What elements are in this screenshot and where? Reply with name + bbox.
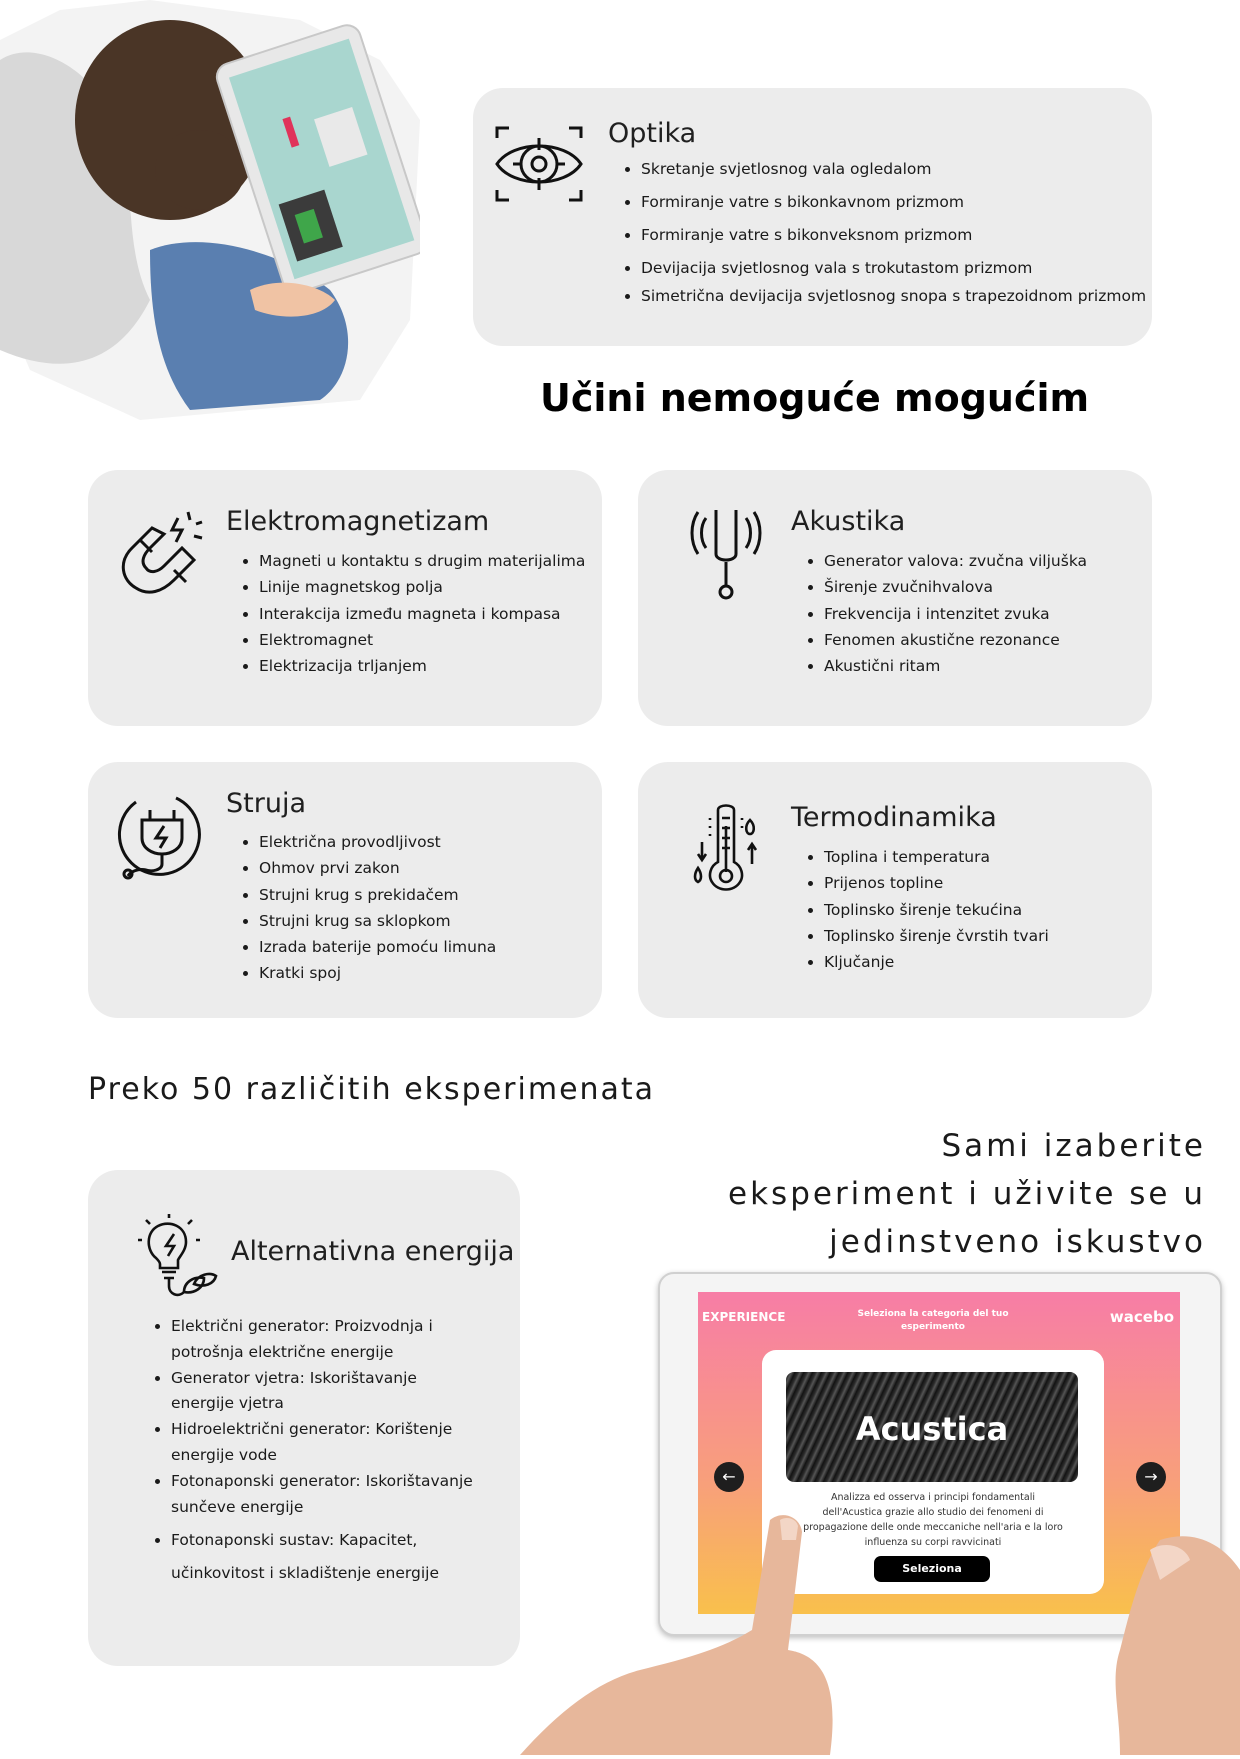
alternativna-energija-title: Alternativna energija — [231, 1236, 515, 1267]
hands-photo — [520, 1480, 1240, 1755]
alternativna-energija-card — [88, 1170, 520, 1666]
termodinamika-card — [638, 762, 1152, 1018]
list-item: • Izrada baterije pomoću limuna — [259, 934, 496, 960]
choose-line-3: jedinstveno iskustvo — [829, 1224, 1206, 1260]
struja-list — [225, 829, 496, 987]
optika-list — [607, 153, 1146, 307]
list-item: • Toplinsko širenje tekućina — [824, 897, 1049, 923]
power-plug-icon — [116, 788, 208, 880]
list-item: • Toplina i temperatura — [824, 844, 1049, 870]
select-button[interactable]: Seleziona — [874, 1556, 990, 1582]
list-item: • Hidroelektrični generator: Korištenje energije vode — [171, 1417, 481, 1469]
prev-arrow-icon[interactable]: ← — [714, 1462, 744, 1492]
list-item: • Elektrizacija trljanjem — [259, 653, 585, 679]
eye-target-icon — [493, 124, 585, 204]
list-item: • Akustični ritam — [824, 653, 1087, 679]
brand-logo: wacebo — [1109, 1308, 1174, 1326]
alternativna-energija-list — [137, 1314, 481, 1590]
category-title: Acustica — [855, 1410, 1009, 1448]
list-item: • Strujni krug s prekidačem — [259, 882, 496, 908]
list-item: • Toplinsko širenje čvrstih tvari — [824, 923, 1049, 949]
termodinamika-title: Termodinamika — [791, 802, 997, 833]
list-item: • Strujni krug sa sklopkom — [259, 908, 496, 934]
elektromagnetizam-title: Elektromagnetizam — [226, 506, 490, 537]
choose-line-1: Sami izaberite — [941, 1128, 1206, 1164]
list-item: • Ključanje — [824, 949, 1049, 975]
struja-card — [88, 762, 602, 1018]
list-item: • Devijacija svjetlosnog vala s trokutastom prizmom — [641, 252, 1146, 285]
list-item: • Linije magnetskog polja — [259, 574, 585, 600]
eco-bulb-icon — [132, 1212, 218, 1302]
list-item: • Prijenos topline — [824, 870, 1049, 896]
list-item: • Elektromagnet — [259, 627, 585, 653]
category-image — [786, 1372, 1078, 1482]
list-item: • Frekvencija i intenzitet zvuka — [824, 601, 1087, 627]
next-arrow-icon[interactable]: → — [1136, 1462, 1166, 1492]
akustika-title: Akustika — [791, 506, 906, 537]
struja-title: Struja — [226, 788, 306, 819]
akustika-card — [638, 470, 1152, 726]
list-item: • Fotonaponski sustav: Kapacitet, učinkovitost i skladištenje energije — [171, 1524, 481, 1590]
list-item: • Formiranje vatre s bikonveksnom prizmom — [641, 219, 1146, 252]
list-item: • Fenomen akustične rezonance — [824, 627, 1087, 653]
experiments-count-heading: Preko 50 različitih eksperimenata — [88, 1072, 656, 1107]
category-description: Analizza ed osserva i principi fondamentali dell'Acustica grazie allo studio dei fenomeni di propagazione delle onde meccaniche nell'aria e la loro influenza su corpi ravvicinati — [803, 1492, 1063, 1548]
elektromagnetizam-list — [225, 548, 585, 679]
tuning-fork-icon — [688, 506, 764, 602]
list-item: • Kratki spoj — [259, 960, 496, 986]
screen-corner-label: EXPERIENCE — [702, 1310, 786, 1324]
magnet-icon — [118, 508, 204, 594]
list-item: • Interakcija između magneta i kompasa — [259, 601, 585, 627]
list-item: • Magneti u kontaktu s drugim materijalima — [259, 548, 585, 574]
list-item: • Električni generator: Proizvodnja i potrošnja električne energije — [171, 1314, 481, 1366]
elektromagnetizam-card — [88, 470, 602, 726]
list-item: • Širenje zvučnihvalova — [824, 574, 1087, 600]
list-item: • Skretanje svjetlosnog vala ogledalom — [641, 153, 1146, 186]
termodinamika-list — [790, 844, 1049, 975]
list-item: • Generator valova: zvučna viljuška — [824, 548, 1087, 574]
list-item: • Fotonaponski generator: Iskorištavanje sunčeve energije — [171, 1469, 481, 1521]
choose-experiment-text — [728, 1122, 1206, 1266]
thermometer-icon — [688, 802, 764, 894]
page-headline: Učini nemoguće mogućim — [540, 376, 1090, 420]
akustika-list — [790, 548, 1087, 679]
list-item: • Ohmov prvi zakon — [259, 855, 496, 881]
optika-card — [473, 88, 1152, 346]
optika-title: Optika — [608, 118, 697, 149]
choose-line-2: eksperiment i uživite se u — [728, 1176, 1206, 1212]
list-item: • Električna provodljivost — [259, 829, 496, 855]
list-item: • Generator vjetra: Iskorištavanje energije vjetra — [171, 1366, 481, 1418]
list-item: • Formiranje vatre s bikonkavnom prizmom — [641, 186, 1146, 219]
boy-with-tablet-photo — [0, 0, 420, 420]
screen-header: Seleziona la categoria del tuo esperimento — [857, 1309, 1009, 1332]
list-item: • Simetrična devijacija svjetlosnog snopa s trapezoidnom prizmom — [641, 285, 1146, 307]
